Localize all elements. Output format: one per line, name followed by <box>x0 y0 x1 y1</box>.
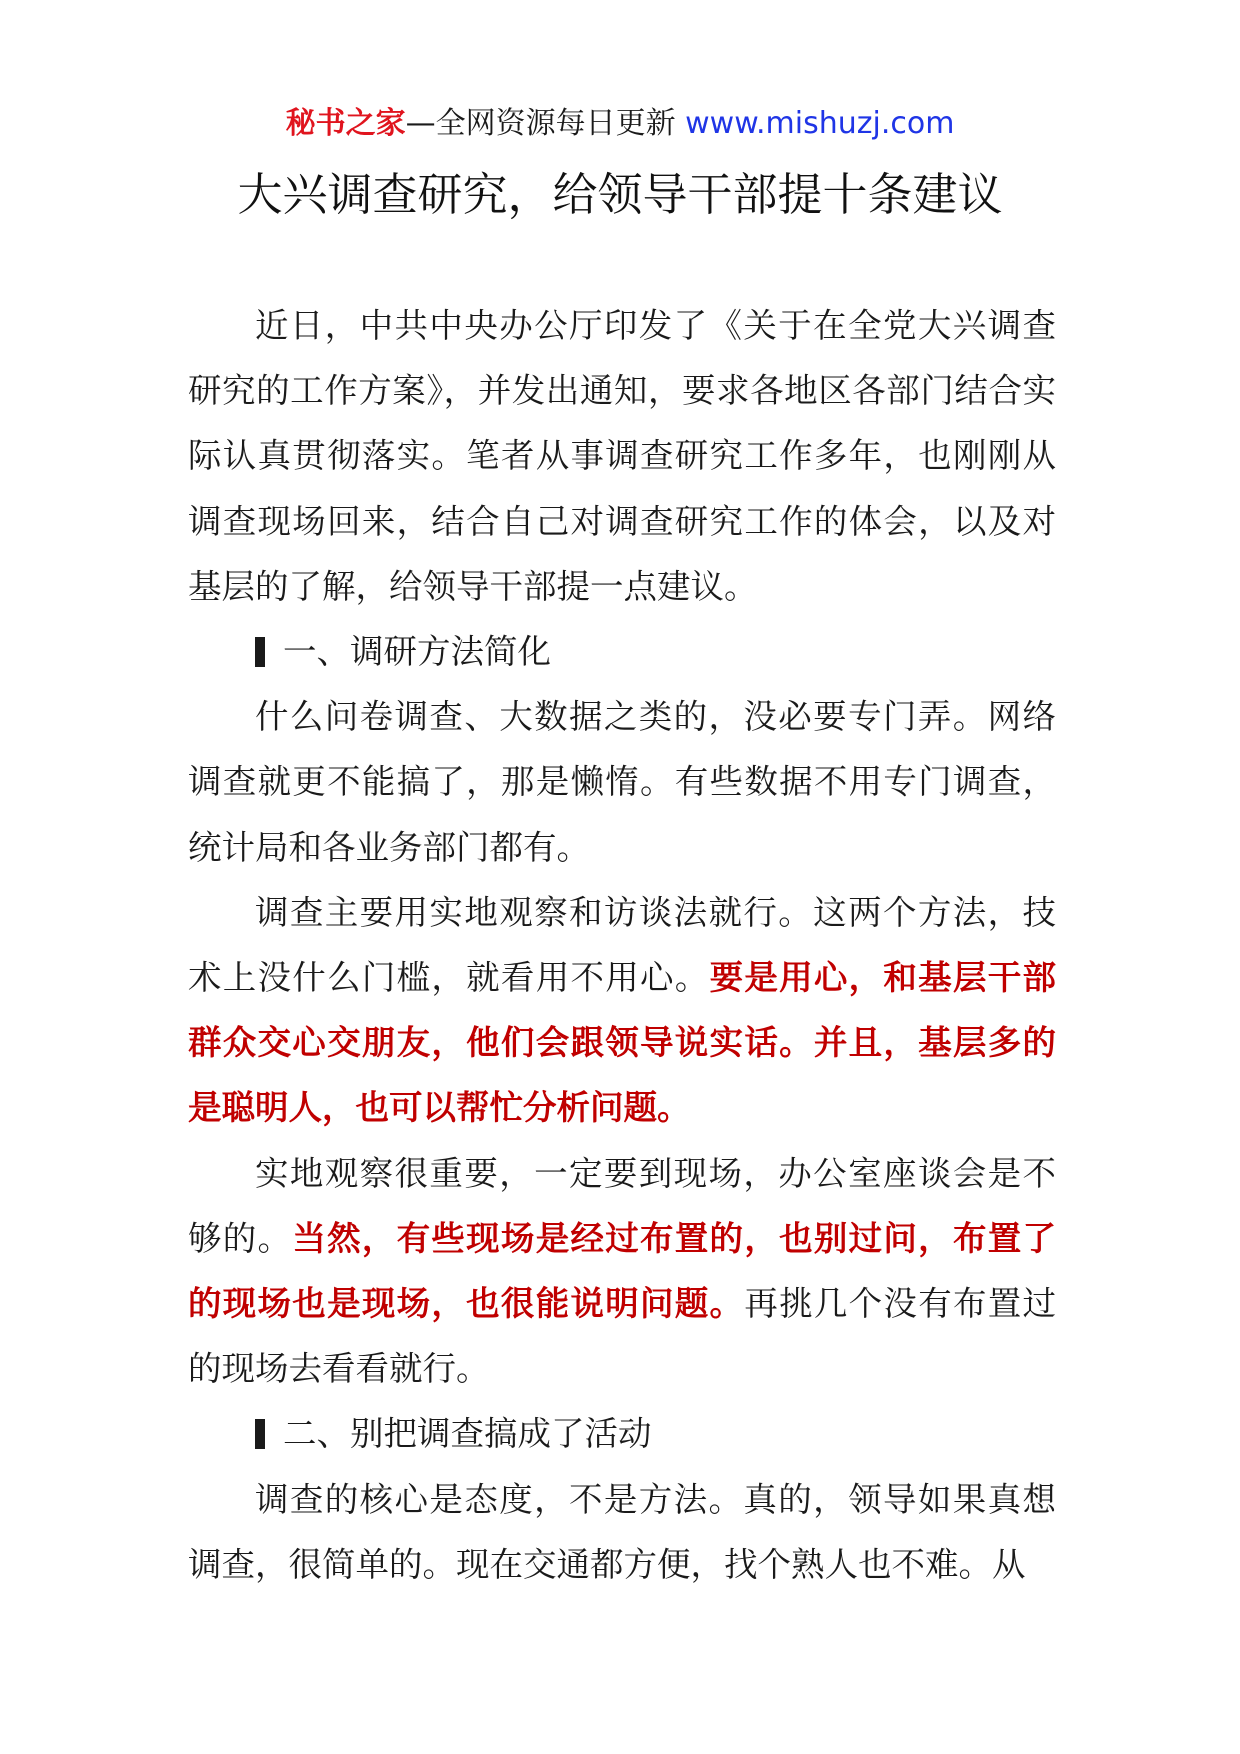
section-heading-2 <box>188 1401 1056 1466</box>
section-heading-1 <box>188 619 1056 684</box>
paragraph-observation-tail: 再挑几个没有布置过的现场去看看就行。 <box>188 1284 1057 1389</box>
site-slogan: —全网资源每日更新 <box>405 106 686 141</box>
paragraph-intro: 近日，中共中央办公厅印发了《关于在全党大兴调查研究的工作方案》，并发出通知，要求各地区各部门结合实际认真贯彻落实。笔者从事调查研究工作多年，也刚刚从调查现场回来，结合自己对调查研究工作的体会，以及对基层的了解，给领导干部提一点建议。 <box>188 306 1056 606</box>
section-heading-2-text: 二、别把调查搞成了活动 <box>283 1414 652 1454</box>
paragraph-observation-text: 实地观察很重要，一定要到现场，办公室座谈会是不够的。 <box>188 1153 1056 1258</box>
paragraph-observation <box>188 1141 1056 1402</box>
paragraph-interview-text: 调查主要用实地观察和访谈法就行。这两个方法，技术上没什么门槛，就看用不用心。 <box>188 892 1056 998</box>
article-body <box>188 293 1056 1597</box>
section-marker-icon <box>255 1419 265 1449</box>
paragraph-interview <box>188 880 1056 1141</box>
section-heading-1-text: 一、调研方法简化 <box>283 632 551 672</box>
highlight-observation: 当然，有些现场是经过布置的，也别过问，布置了的现场也是现场，也很能说明问题。 <box>188 1218 1056 1324</box>
highlight-interview: 要是用心，和基层干部群众交心交朋友，他们会跟领导说实话。并且，基层多的是聪明人，也可以帮忙分析问题。 <box>188 958 1056 1128</box>
section-marker-icon <box>255 637 265 667</box>
site-brand: 秘书之家 <box>285 106 406 141</box>
site-url-link[interactable]: www.mishuzj.com <box>685 106 955 141</box>
site-banner <box>0 98 1240 150</box>
paragraph-methods: 什么问卷调查、大数据之类的，没必要专门弄。网络调查就更不能搞了，那是懒惰。有些数据不用专门调查，统计局和各业务部门都有。 <box>188 697 1056 867</box>
document-title: 大兴调查研究，给领导干部提十条建议 <box>237 168 1003 221</box>
paragraph-attitude: 调查的核心是态度，不是方法。真的，领导如果真想调查，很简单的。现在交通都方便，找个熟人也不难。从 <box>188 1479 1056 1584</box>
